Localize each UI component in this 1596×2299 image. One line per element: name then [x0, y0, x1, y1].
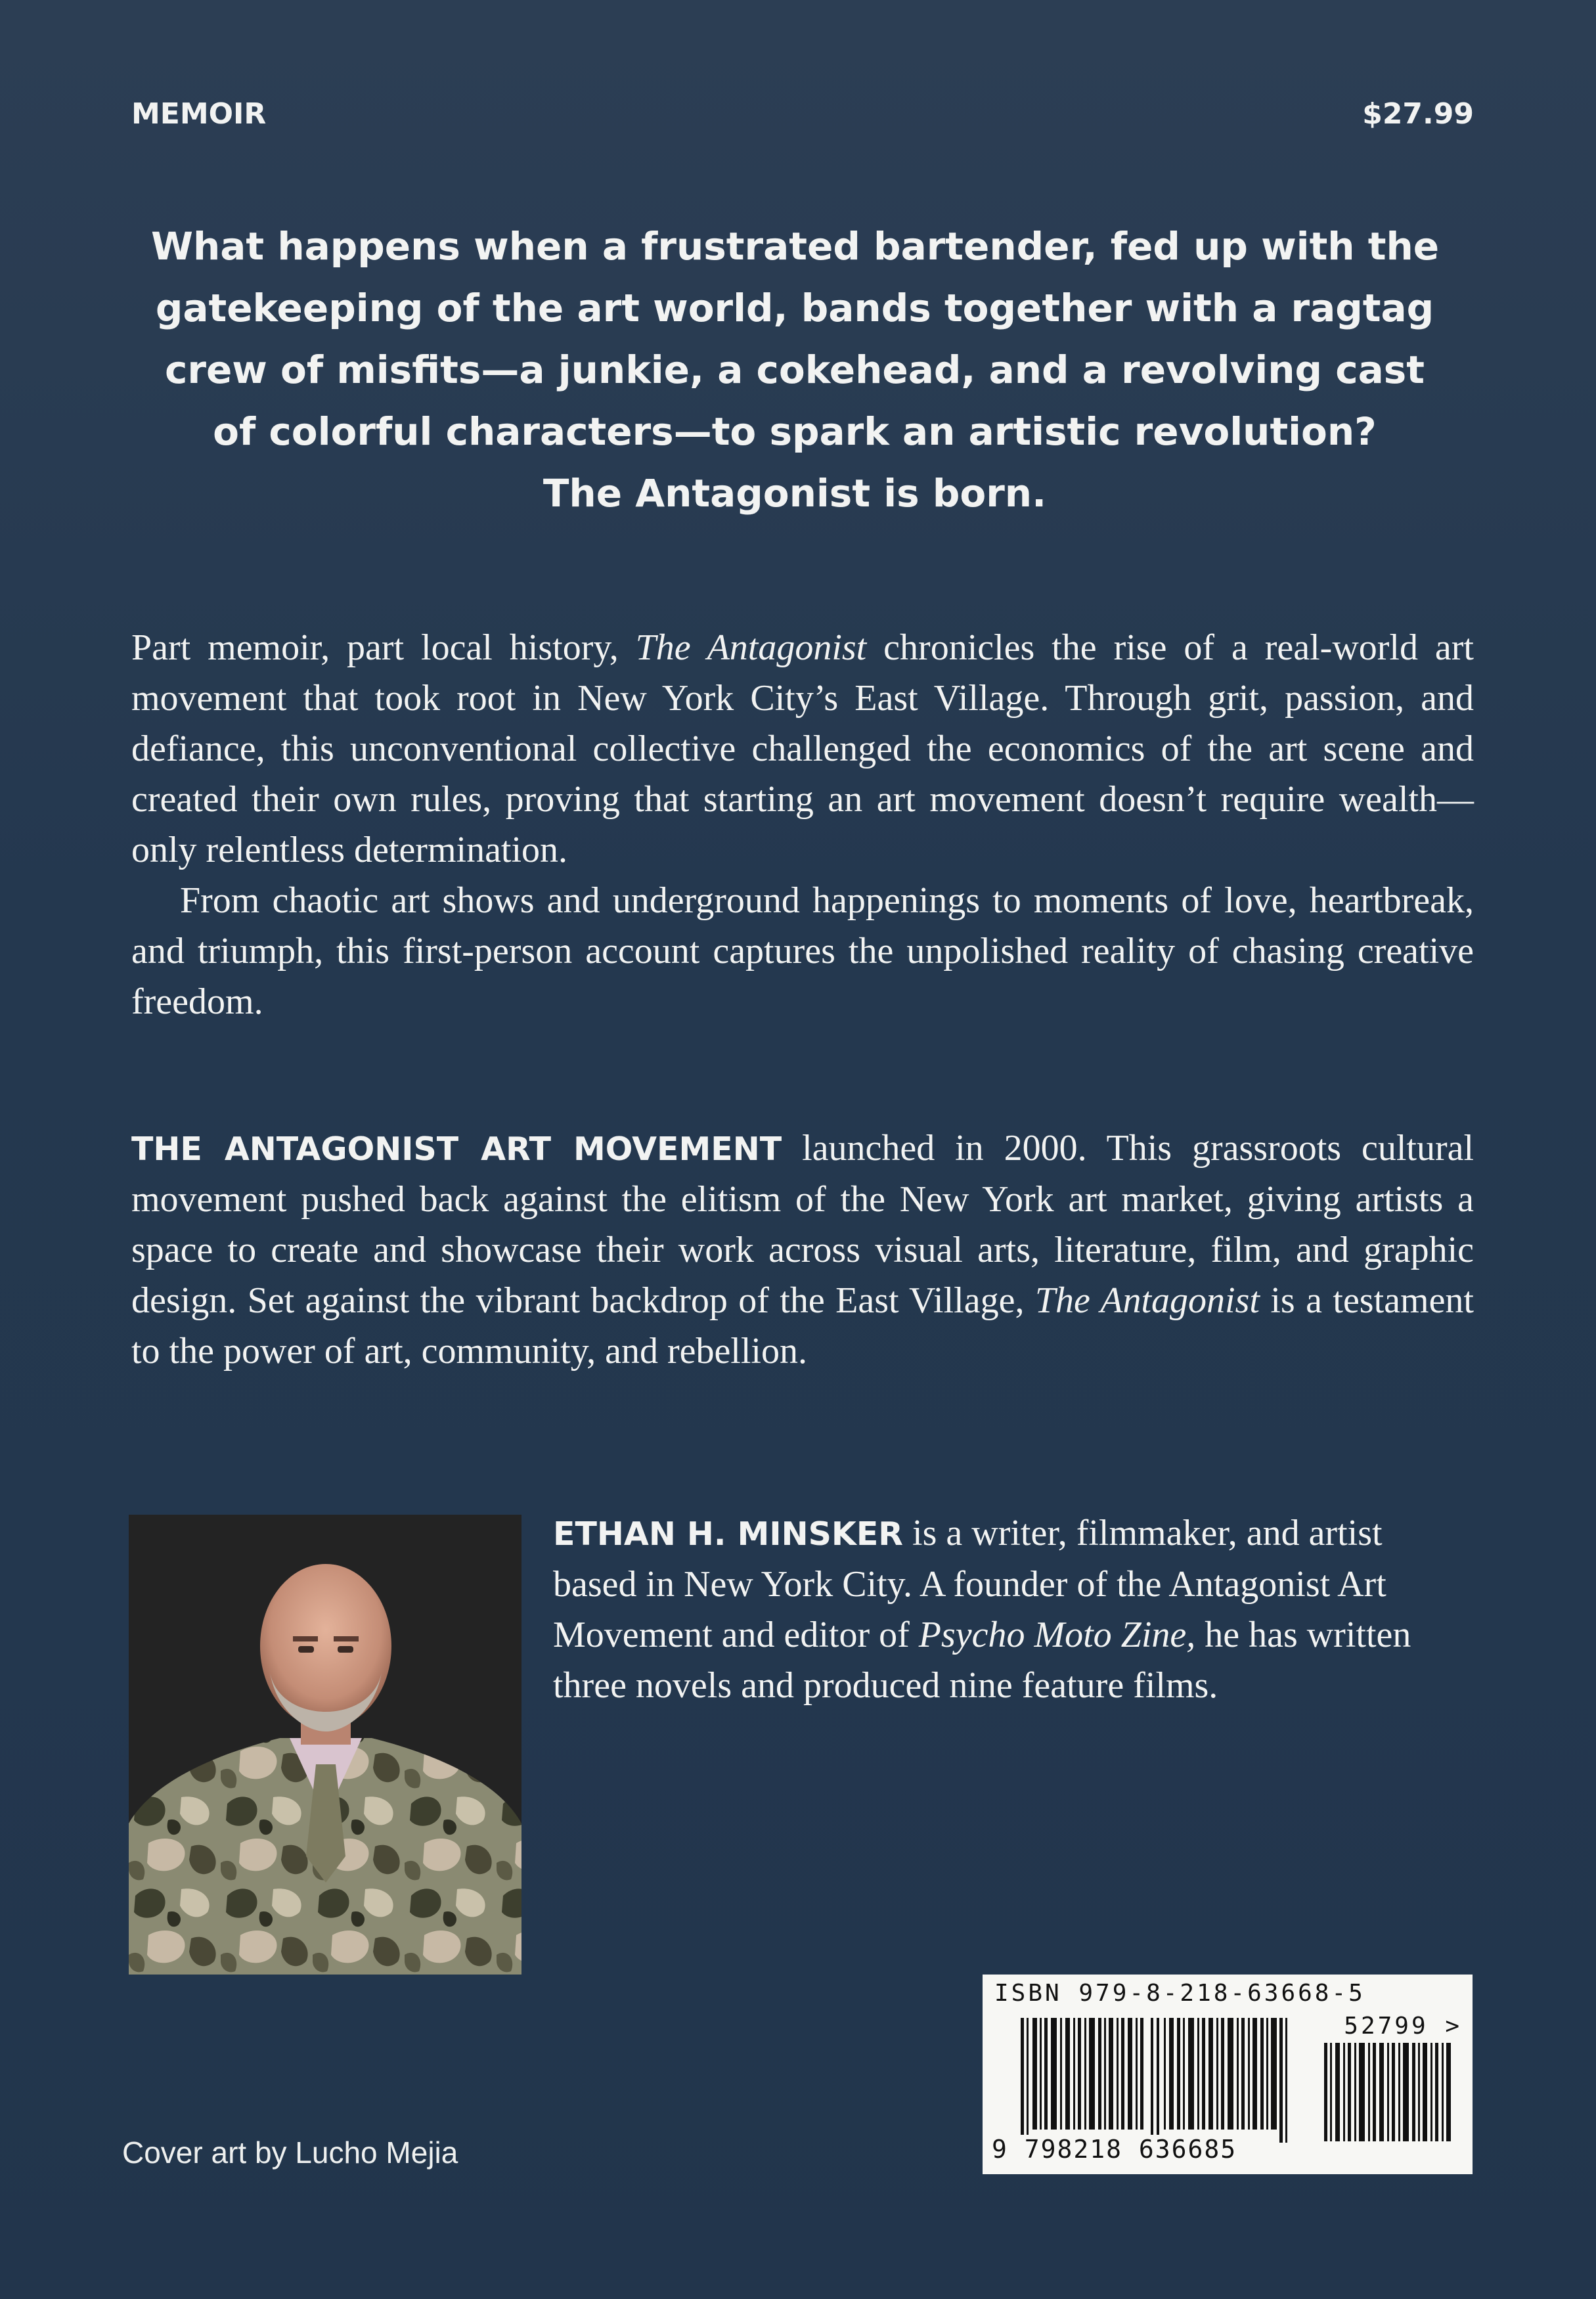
book-title-italic: The Antagonist: [635, 627, 867, 668]
hook-line: The Antagonist is born.: [543, 471, 1047, 516]
barcode-box: [983, 1975, 1473, 2174]
price-code: 52799 >: [1344, 2013, 1462, 2040]
book-description: [131, 623, 1474, 1027]
price-addon-bars: [1324, 2043, 1455, 2141]
book-title-italic: The Antagonist: [1034, 1280, 1260, 1321]
movement-description: THE ANTAGONIST ART MOVEMENT launched in 2000. This grassroots cultural movement pushed back against the elitism of the New York art market, giving artists a space to create and showcase their work across visual arts, literature, film, and graphic design. Set against the vibrant backdrop of the East Village, The Antagonist is a testament to the power of art, community, and rebellion.: [131, 1128, 1474, 1372]
hook-line: crew of misfits—a junkie, a cokehead, and a revolving cast: [164, 347, 1425, 392]
author-photo: [129, 1515, 521, 1975]
author-name: ETHAN H. MINSKER: [553, 1515, 904, 1553]
description-paragraph: Part memoir, part local history, The Antagonist chronicles the rise of a real-world art movement that took root in New York City’s East Village. Through grit, passion, and defiance, this unconventional collective challenged the economics of the art scene and created their own rules, proving that starting an art movement doesn’t require wealth—only relentless determination.: [131, 627, 1474, 870]
description-paragraph: From chaotic art shows and underground happenings to moments of love, heartbreak, and triumph, this first-person account captures the unpolished reality of chasing creative freedom.: [131, 880, 1474, 1022]
isbn-number: ISBN 979-8-218-63668-5: [994, 1980, 1365, 2007]
hook-line: of colorful characters—to spark an artistic revolution?: [213, 409, 1377, 454]
hook-text: [151, 215, 1438, 524]
hook-line: gatekeeping of the art world, bands together with a ragtag: [155, 286, 1434, 330]
genre-label: MEMOIR: [131, 97, 267, 131]
cover-art-credit: Cover art by Lucho Mejia: [122, 2135, 458, 2170]
zine-title-italic: Psycho Moto Zine,: [918, 1615, 1196, 1655]
movement-name: THE ANTAGONIST ART MOVEMENT: [131, 1130, 782, 1168]
author-bio: ETHAN H. MINSKER is a writer, filmmaker, and artist based in New York City. A founder of the Antagonist Art Movement and editor of Psycho Moto Zine, he has written three novels and produced nine feature films.: [553, 1513, 1411, 1706]
barcode-bars: [1021, 2018, 1310, 2143]
price-label: $27.99: [1362, 97, 1474, 131]
ean-digits: 9 798218 636685: [992, 2135, 1237, 2164]
hook-line: What happens when a frustrated bartender, fed up with the: [151, 224, 1440, 269]
